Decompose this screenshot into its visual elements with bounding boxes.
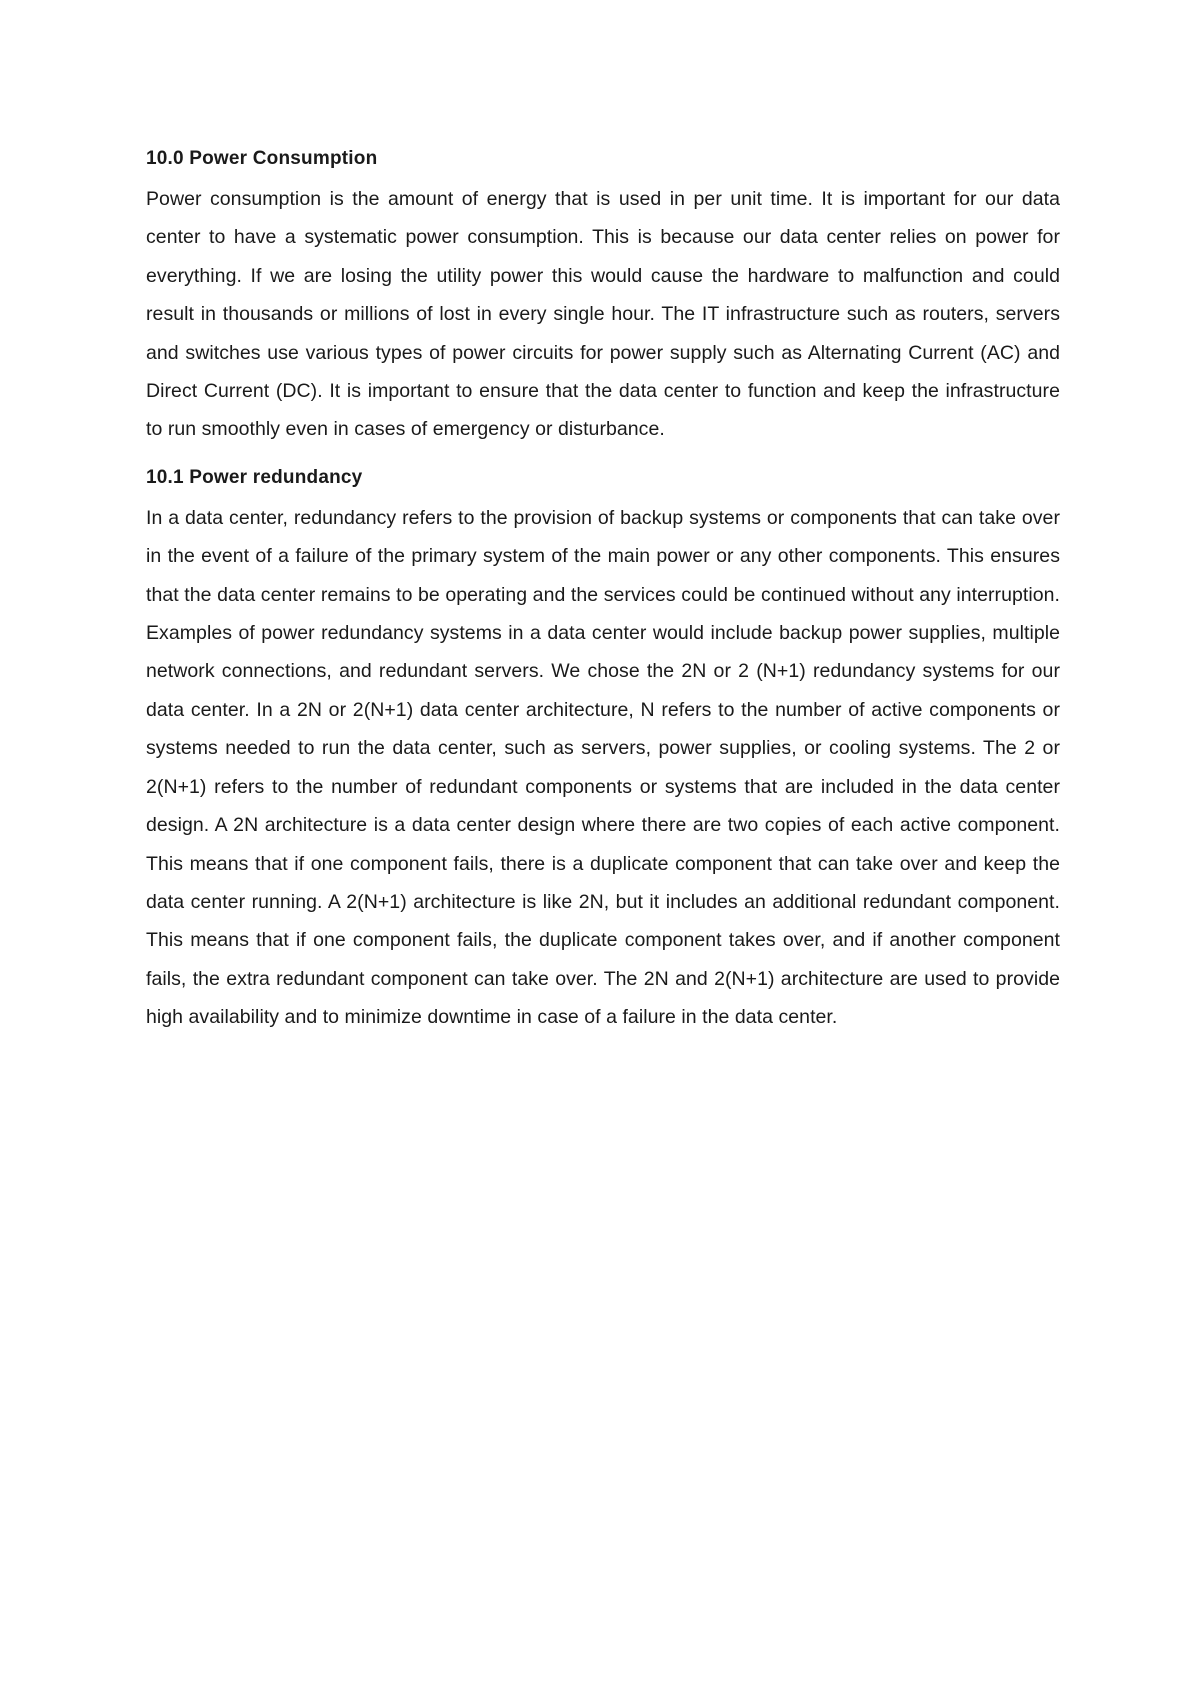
section-paragraph: In a data center, redundancy refers to the provision of backup systems or components that can take over in the event of a failure of the primary system of the main power or any other components. This ensures that the data center remains to be operating and the services could be continued without any interruption. Examples of power redundancy systems in a data center would include backup power supplies, multiple network connections, and redundant servers. We chose the 2N or 2 (N+1) redundancy systems for our data center. In a 2N or 2(N+1) data center architecture, N refers to the number of active components or systems needed to run the data center, such as servers, power supplies, or cooling systems. The 2 or 2(N+1) refers to the number of redundant components or systems that are included in the data center design. A 2N architecture is a data center design where there are two copies of each active component. This means that if one component fails, there is a duplicate component that can take over and keep the data center running. A 2(N+1) architecture is like 2N, but it includes an additional redundant component. This means that if one component fails, the duplicate component takes over, and if another component fails, the extra redundant component can take over. The 2N and 2(N+1) architecture are used to provide high availability and to minimize downtime in case of a failure in the data center. [146,506,1060,1029]
page-content [146,140,1060,1047]
section-power-redundancy [146,459,1060,1037]
section-heading: 10.1 Power redundancy [146,466,363,488]
section-heading: 10.0 Power Consumption [146,148,378,169]
section-paragraph: Power consumption is the amount of energy that is used in per unit time. It is important for our data center to have a systematic power consumption. This is because our data center relies on power for everything. If we are losing the utility power this would cause the hardware to malfunction and could result in thousands or millions of lost in every single hour. The IT infrastructure such as routers, servers and switches use various types of power circuits for power supply such as Alternating Current (AC) and Direct Current (DC). It is important to ensure that the data center to function and keep the infrastructure to run smoothly even in cases of emergency or disturbance. [146,188,1060,441]
section-power-consumption [146,140,1060,449]
